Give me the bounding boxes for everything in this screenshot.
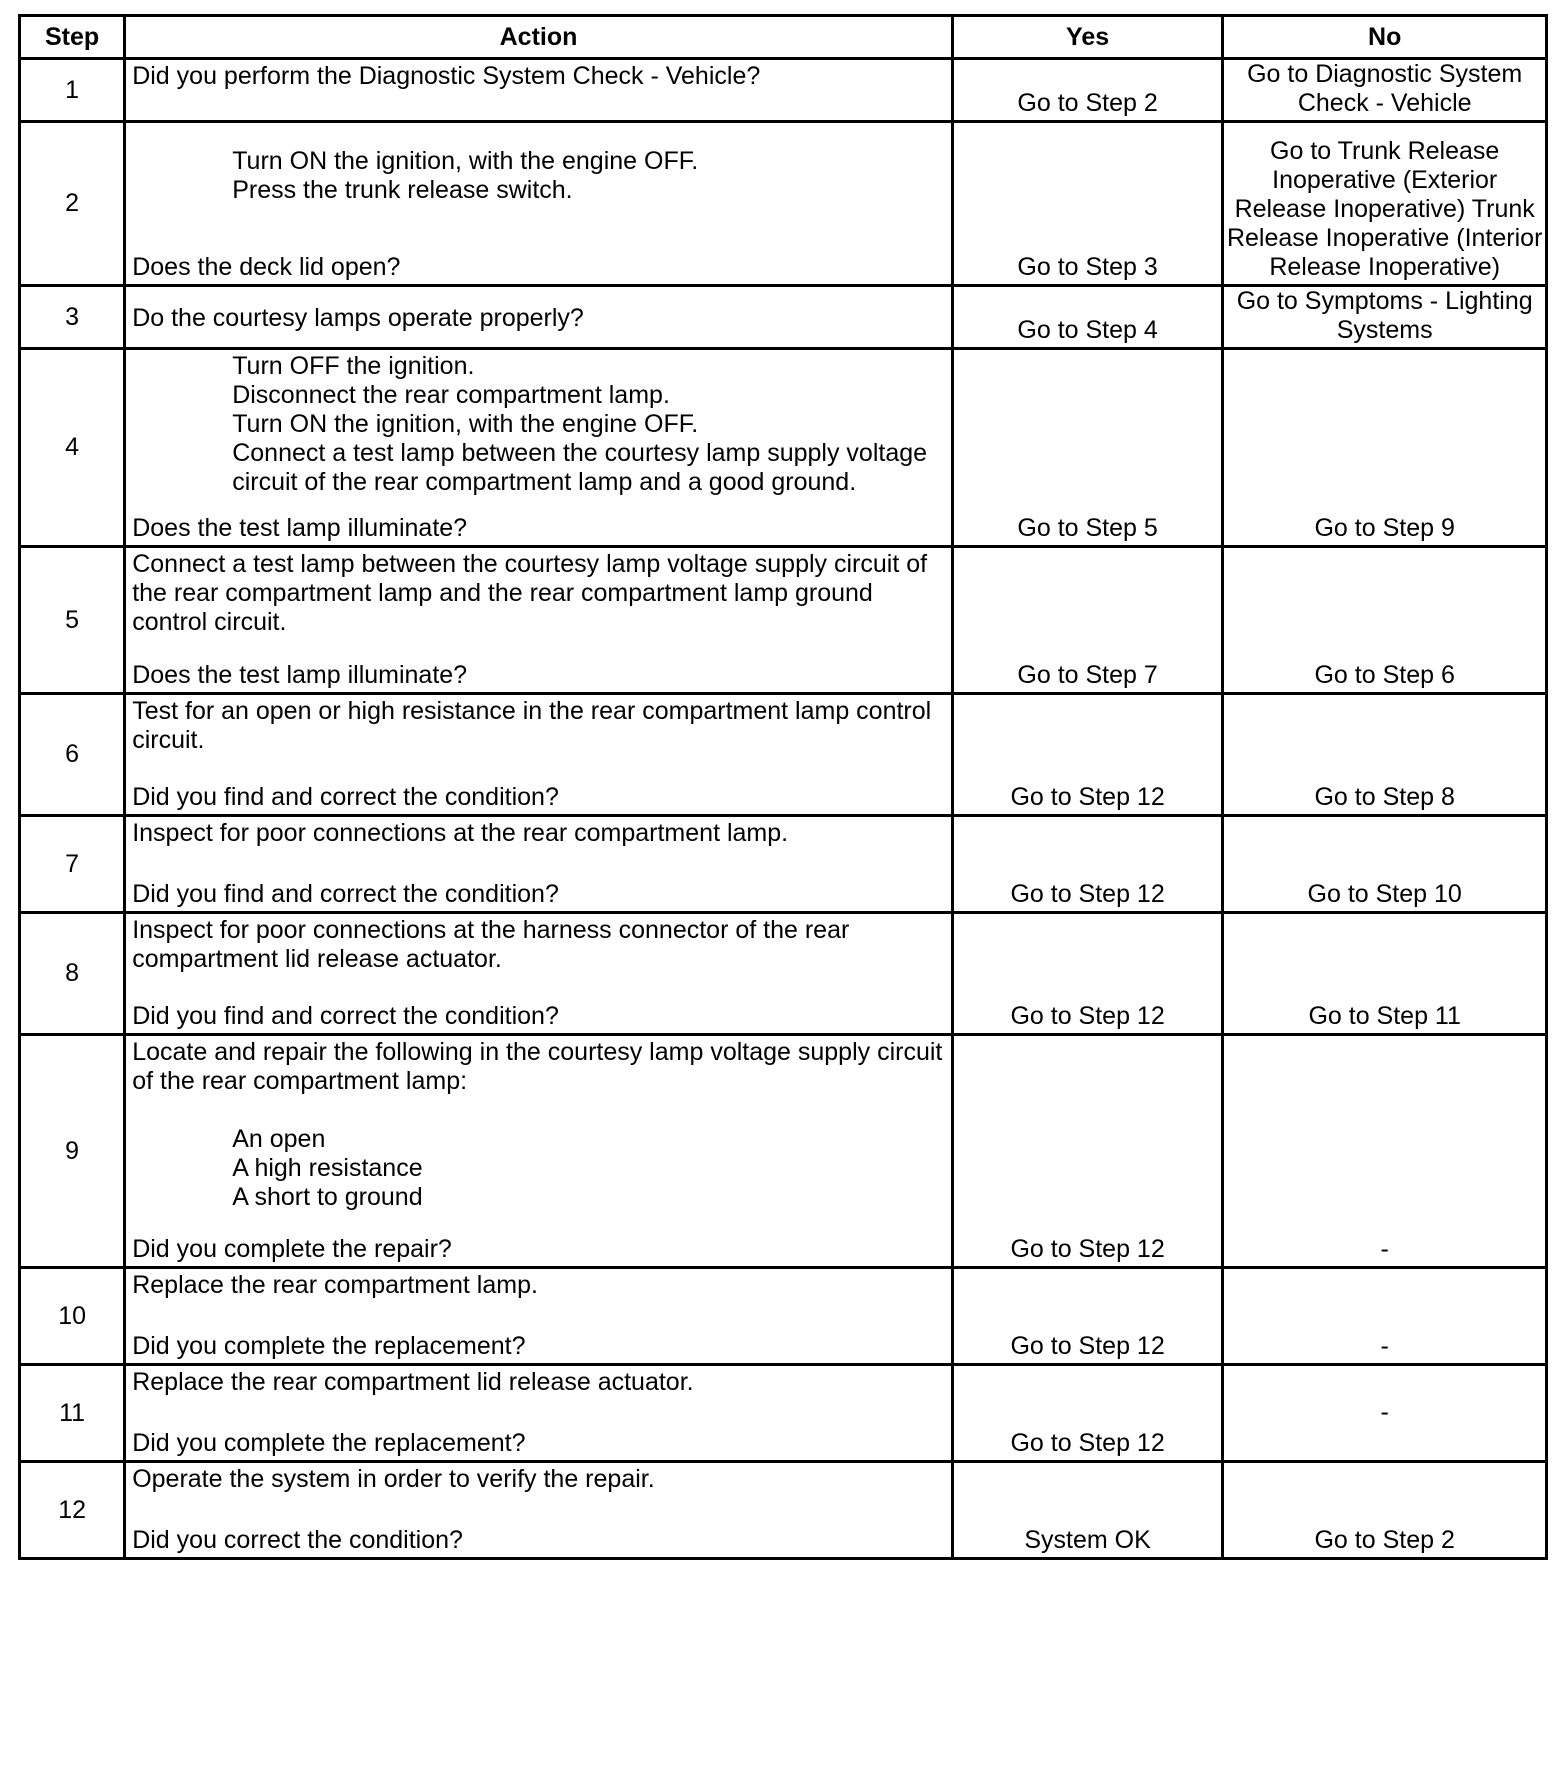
yes-result: Go to Step 12 [952, 1365, 1223, 1462]
yes-result: Go to Step 12 [952, 694, 1223, 816]
yes-result: Go to Step 2 [952, 59, 1223, 122]
table-row [20, 1268, 1547, 1365]
yes-result: Go to Step 4 [952, 286, 1223, 349]
step-number: 4 [20, 349, 125, 547]
yes-result: Go to Step 12 [952, 913, 1223, 1035]
step-number: 10 [20, 1268, 125, 1365]
action-cell [125, 59, 953, 122]
action-instruction: Test for an open or high resistance in the rear compartment lamp control circuit. [132, 697, 932, 754]
table-row [20, 59, 1547, 122]
action-cell [125, 547, 953, 694]
yes-result: Go to Step 12 [952, 1035, 1223, 1268]
step-number: 8 [20, 913, 125, 1035]
header-row [20, 16, 1547, 59]
header-action: Action [125, 16, 953, 59]
action-question: Do the courtesy lamps operate properly? [132, 304, 584, 332]
table-row [20, 816, 1547, 913]
action-question: Did you complete the replacement? [132, 1429, 526, 1457]
step-number: 3 [20, 286, 125, 349]
table-row [20, 913, 1547, 1035]
no-result: Go to Step 10 [1223, 816, 1547, 913]
no-result: Go to Step 11 [1223, 913, 1547, 1035]
action-instruction: Did you perform the Diagnostic System Check - Vehicle? [132, 62, 761, 90]
step-number: 12 [20, 1462, 125, 1559]
action-cell [125, 122, 953, 286]
header-yes: Yes [952, 16, 1223, 59]
action-cell [125, 913, 953, 1035]
table-row [20, 694, 1547, 816]
table-row [20, 286, 1547, 349]
action-cell [125, 1365, 953, 1462]
step-number: 2 [20, 122, 125, 286]
step-number: 9 [20, 1035, 125, 1268]
no-result: - [1223, 1035, 1547, 1268]
action-cell [125, 1462, 953, 1559]
action-question: Did you correct the condition? [132, 1526, 463, 1554]
no-result: Go to Trunk Release Inoperative (Exterior Release Inoperative) Trunk Release Inoperative (Interior Release Inoperative) [1223, 122, 1547, 286]
action-instruction: Locate and repair the following in the courtesy lamp voltage supply circuit of the rear compartment lamp: [132, 1038, 943, 1095]
action-instruction: Replace the rear compartment lid release actuator. [132, 1368, 694, 1396]
no-result: - [1223, 1268, 1547, 1365]
table-row [20, 1035, 1547, 1268]
header-no: No [1223, 16, 1547, 59]
action-cell [125, 816, 953, 913]
yes-result: Go to Step 7 [952, 547, 1223, 694]
action-sub-steps: Turn OFF the ignition. Disconnect the rear compartment lamp. Turn ON the ignition, with the engine OFF. Connect a test lamp between the courtesy lamp supply voltage circuit of the rear compartment lamp and a good ground. [232, 352, 928, 496]
action-question: Does the deck lid open? [132, 253, 401, 281]
action-sub-steps: An open A high resistance A short to ground [232, 1125, 423, 1211]
table-row [20, 122, 1547, 286]
yes-result: Go to Step 3 [952, 122, 1223, 286]
action-instruction: Inspect for poor connections at the harness connector of the rear compartment lid release actuator. [132, 916, 850, 973]
table-row [20, 547, 1547, 694]
action-instruction: Replace the rear compartment lamp. [132, 1271, 538, 1299]
action-instruction: Inspect for poor connections at the rear compartment lamp. [132, 819, 789, 847]
action-question: Did you find and correct the condition? [132, 783, 559, 811]
yes-result: Go to Step 12 [952, 816, 1223, 913]
action-question: Did you complete the replacement? [132, 1332, 526, 1360]
yes-result: System OK [952, 1462, 1223, 1559]
no-result: Go to Step 2 [1223, 1462, 1547, 1559]
action-cell [125, 286, 953, 349]
action-question: Did you find and correct the condition? [132, 1002, 559, 1030]
action-question: Did you find and correct the condition? [132, 880, 559, 908]
table-row [20, 1365, 1547, 1462]
action-sub-steps: Turn ON the ignition, with the engine OFF. Press the trunk release switch. [232, 147, 699, 204]
diagnostic-table [18, 14, 1548, 1560]
table-row [20, 349, 1547, 547]
step-number: 6 [20, 694, 125, 816]
step-number: 7 [20, 816, 125, 913]
table-row [20, 1462, 1547, 1559]
step-number: 1 [20, 59, 125, 122]
action-instruction: Operate the system in order to verify the repair. [132, 1465, 655, 1493]
yes-result: Go to Step 12 [952, 1268, 1223, 1365]
action-cell [125, 1268, 953, 1365]
step-number: 11 [20, 1365, 125, 1462]
no-result: Go to Step 8 [1223, 694, 1547, 816]
no-result: Go to Step 9 [1223, 349, 1547, 547]
header-step: Step [20, 16, 125, 59]
no-result: Go to Diagnostic System Check - Vehicle [1223, 59, 1547, 122]
no-result: Go to Step 6 [1223, 547, 1547, 694]
action-instruction: Connect a test lamp between the courtesy lamp voltage supply circuit of the rear compartment lamp and the rear compartment lamp ground control circuit. [132, 550, 928, 636]
step-number: 5 [20, 547, 125, 694]
action-question: Does the test lamp illuminate? [132, 661, 468, 689]
no-result: Go to Symptoms - Lighting Systems [1223, 286, 1547, 349]
action-question: Did you complete the repair? [132, 1235, 452, 1263]
action-cell [125, 349, 953, 547]
yes-result: Go to Step 5 [952, 349, 1223, 547]
action-cell [125, 694, 953, 816]
no-result: - [1223, 1365, 1547, 1462]
action-cell [125, 1035, 953, 1268]
action-question: Does the test lamp illuminate? [132, 514, 468, 542]
